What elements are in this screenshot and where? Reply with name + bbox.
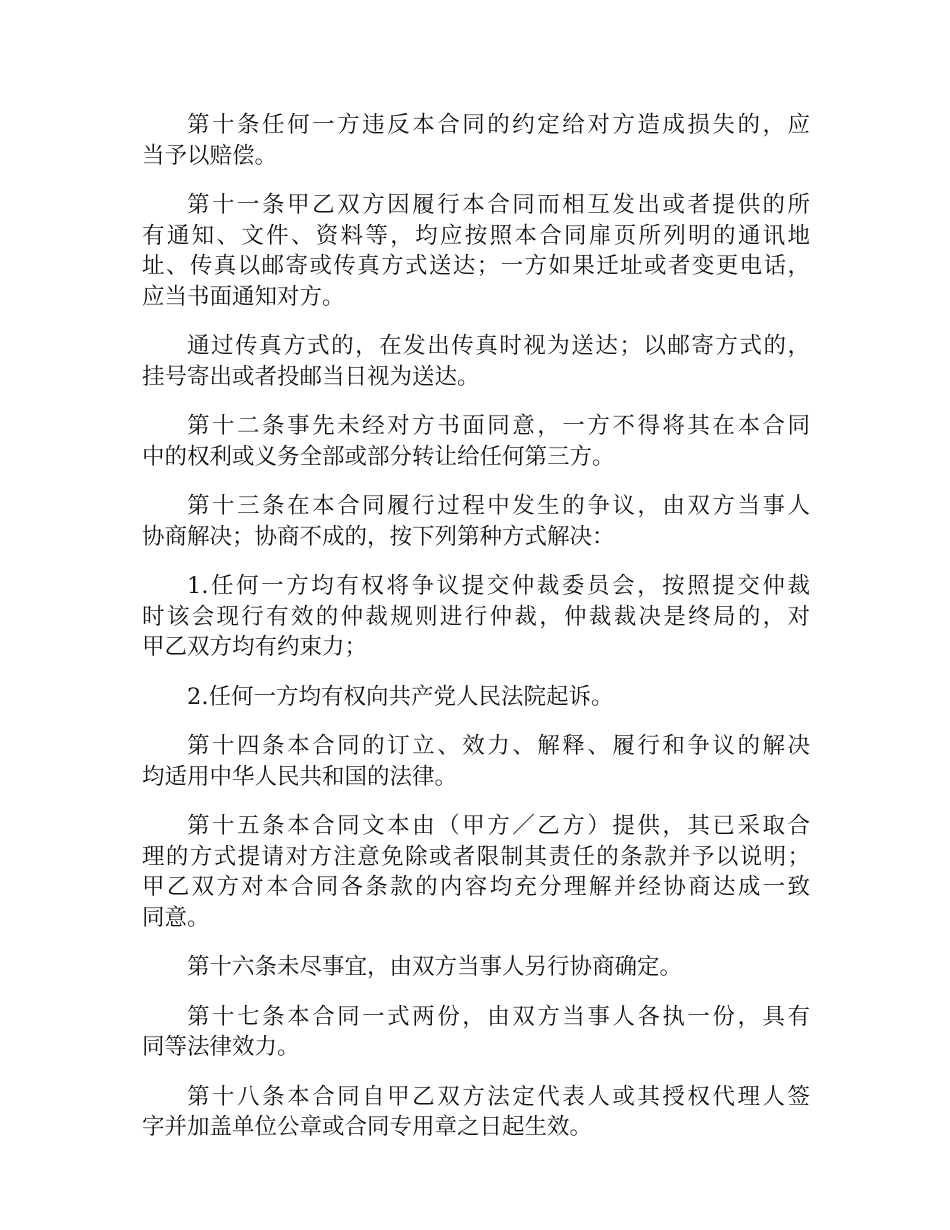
paragraph-article-13-option-1 <box>142 571 810 663</box>
paragraph-line: 第十七条本合同一式两份，由双方当事人各执一份，具有 <box>187 1003 810 1030</box>
paragraph-line: 理的方式提请对方注意免除或者限制其责任的条款并予以说明； <box>142 843 810 870</box>
paragraph-line: 第十四条本合同的订立、效力、解释、履行和争议的解决 <box>187 733 810 759</box>
paragraph-article-16 <box>142 952 810 983</box>
paragraph-line: 第十二条事先未经对方书面同意，一方不得将其在本合同 <box>187 413 810 439</box>
paragraph-article-10 <box>142 110 810 171</box>
paragraph-line: 甲乙双方对本合同各条款的内容均充分理解并经协商达成一致 <box>142 874 810 900</box>
paragraph-article-17 <box>142 1002 810 1063</box>
paragraph-line: 同等法律效力。 <box>142 1034 300 1060</box>
paragraph-line: 同意。 <box>142 904 210 931</box>
paragraph-line: 应当书面通知对方。 <box>142 283 345 310</box>
paragraph-article-15 <box>142 811 810 933</box>
paragraph-article-13-option-2 <box>142 682 810 713</box>
paragraph-line: 2.任何一方均有权向共产党人民法院起诉。 <box>187 683 614 710</box>
paragraph-article-18 <box>142 1082 810 1143</box>
paragraph-line: 第十一条甲乙双方因履行本合同而相互发出或者提供的所 <box>187 192 810 218</box>
paragraph-article-11-delivery <box>142 331 810 392</box>
paragraph-line: 协商解决；协商不成的，按下列第种方式解决： <box>142 523 615 550</box>
paragraph-line: 第十六条未尽事宜，由双方当事人另行协商确定。 <box>187 954 683 980</box>
paragraph-line: 第十八条本合同自甲乙双方法定代表人或其授权代理人签 <box>187 1083 810 1110</box>
paragraph-article-12 <box>142 411 810 472</box>
contract-body <box>142 110 810 1143</box>
paragraph-line: 第十条任何一方违反本合同的约定给对方造成损失的，应 <box>187 112 810 138</box>
paragraph-line: 当予以赔偿。 <box>142 142 278 169</box>
paragraph-article-11 <box>142 190 810 312</box>
paragraph-line: 1.任何一方均有权将争议提交仲裁委员会，按照提交仲裁 <box>187 573 810 599</box>
paragraph-line: 第十三条在本合同履行过程中发生的争议，由双方当事人 <box>187 493 810 519</box>
paragraph-line: 址、传真以邮寄或传真方式送达；一方如果迁址或者变更电话， <box>142 253 810 279</box>
paragraph-line: 有通知、文件、资料等，均应按照本合同扉页所列明的通讯地 <box>142 222 810 249</box>
paragraph-article-13 <box>142 491 810 552</box>
paragraph-line: 中的权利或义务全部或部分转让给任何第三方。 <box>142 443 615 470</box>
paragraph-line: 均适用中华人民共和国的法律。 <box>142 763 458 790</box>
paragraph-line: 时该会现行有效的仲裁规则进行仲裁，仲裁裁决是终局的，对 <box>142 603 810 630</box>
paragraph-line: 挂号寄出或者投邮当日视为送达。 <box>142 363 480 390</box>
paragraph-line: 字并加盖单位公章或合同专用章之日起生效。 <box>142 1114 593 1140</box>
paragraph-article-14 <box>142 731 810 792</box>
paragraph-line: 通过传真方式的，在发出传真时视为送达；以邮寄方式的， <box>187 333 810 359</box>
paragraph-line: 第十五条本合同文本由（甲方／乙方）提供，其已采取合 <box>187 813 810 839</box>
paragraph-line: 甲乙双方均有约束力； <box>142 634 368 660</box>
contract-page <box>142 110 810 1162</box>
